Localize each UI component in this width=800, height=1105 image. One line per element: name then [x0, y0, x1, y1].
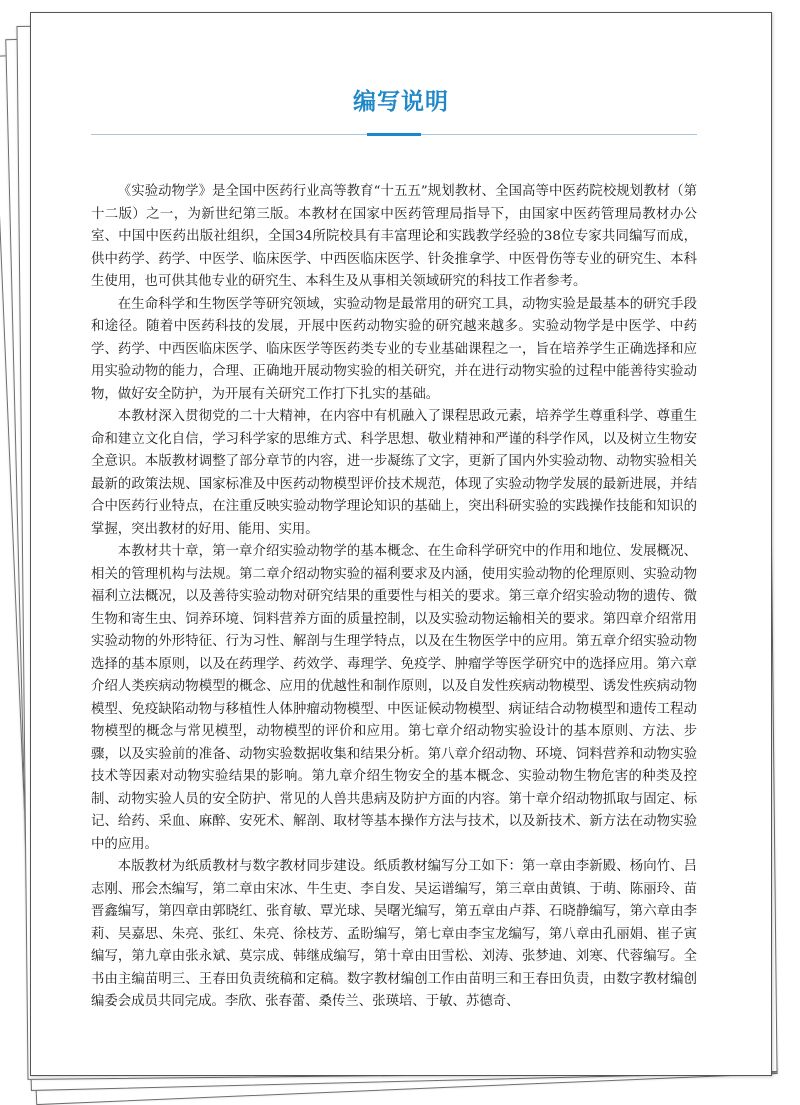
paragraph: 在生命科学和生物医学等研究领域，实验动物是最常用的研究工具，动物实验是最基本的研究手段和途径。随着中医药科技的发展，开展中医药动物实验的研究越来越多。实验动物学是中医学、中药学、药学、中西医临床医学、临床医学等医药类专业的专业基础课程之一，旨在培养学生正确选择和应用实验动物的能力，合理、正确地开展动物实验的相关研究，并在进行动物实验的过程中能善待实验动物，做好安全防护，为开展有关研究工作打下扎实的基础。 — [91, 296, 697, 402]
paragraph: 《实验动物学》是全国中医药行业高等教育“十五五”规划教材、全国高等中医药院校规划教材（第十二版）之一，为新世纪第三版。本教材在国家中医药管理局指导下，由国家中医药管理局教材办公室、中国中医药出版社组织，全国34所院校具有丰富理论和实践教学经验的38位专家共同编写而成，供中药学、药学、中医学、临床医学、中西医临床医学、针灸推拿学、中医骨伤等专业的研究生、本科生使用，也可供其他专业的研究生、本科生及从事相关领域研究的科技工作者参考。 — [91, 184, 697, 289]
paragraph: 本教材深入贯彻党的二十大精神，在内容中有机融入了课程思政元素，培养学生尊重科学、尊重生命和建立文化自信，学习科学家的思维方式、科学思想、敬业精神和严谨的科学作风，以及树立生物安全意识。本版教材调整了部分章节的内容，进一步凝练了文字，更新了国内外实验动物、动物实验相关最新的政策法规、国家标准及中医药动物模型评价技术规范，体现了实验动物学发展的最新进展，并结合中医药行业特点，在注重反映实验动物学理论知识的基础上，突出科研实验的实践操作技能和知识的掌握，突出教材的好用、能用、实用。 — [91, 409, 697, 537]
body-text — [91, 181, 697, 1014]
document-page — [30, 12, 772, 1076]
title-divider-accent — [367, 133, 421, 136]
page-title: 编写说明 — [353, 89, 449, 115]
paragraph: 本教材共十章，第一章介绍实验动物学的基本概念、在生命科学研究中的作用和地位、发展概况、相关的管理机构与法规。第二章介绍动物实验的福利要求及内涵，使用实验动物的伦理原则、实验动物福利立法概况，以及善待实验动物对研究结果的重要性与相关的要求。第三章介绍实验动物的遗传、微生物和寄生虫、饲养环境、饲料营养方面的质量控制，以及实验动物运输相关的要求。第四章介绍常用实验动物的外形特征、行为习性、解剖与生理学特点，以及在生物医学中的应用。第五章介绍实验动物选择的基本原则，以及在药理学、药效学、毒理学、免疫学、肿瘤学等医学研究中的选择应用。第六章介绍人类疾病动物模型的概念、应用的优越性和制作原则，以及自发性疾病动物模型、诱发性疾病动物模型、免疫缺陷动物与移植性人体肿瘤动物模型、中医证候动物模型、病证结合动物模型和遗传工程动物模型的概念与常见模型，动物模型的评价和应用。第七章介绍动物实验设计的基本原则、方法、步骤，以及实验前的准备、动物实验数据收集和结果分析。第八章介绍动物、环境、饲料营养和动物实验技术等因素对动物实验结果的影响。第九章介绍生物安全的基本概念、实验动物生物危害的种类及控制、动物实验人员的安全防护、常见的人兽共患病及防护方面的内容。第十章介绍动物抓取与固定、标记、给药、采血、麻醉、安死术、解剖、取材等基本操作方法与技术，以及新技术、新方法在动物实验中的应用。 — [91, 544, 697, 852]
paragraph: 本版教材为纸质教材与数字教材同步建设。纸质教材编写分工如下：第一章由李新殿、杨向竹、吕志刚、邢会杰编写，第二章由宋冰、牛生吏、李自发、吴运谱编写，第三章由黄镇、于萌、陈丽玲、苗晋鑫编写，第四章由郭晓红、张育敏、覃光球、吴曙光编写，第五章由卢莽、石晓静编写，第六章由李莉、吴嘉思、朱亮、张红、朱亮、徐枝芳、孟盼编写，第七章由李宝龙编写，第八章由孔丽娟、崔子寅编写，第九章由张永斌、莫宗成、韩继成编写，第十章由田雪松、刘涛、张梦迪、刘寒、代蓉编写。全书由主编苗明三、王春田负责统稿和定稿。数字教材编创工作由苗明三和王春田负责，由数字教材编创编委会成员共同完成。李欣、张春蕾、桑传兰、张瑛培、于敏、苏德奇、 — [91, 859, 697, 1009]
